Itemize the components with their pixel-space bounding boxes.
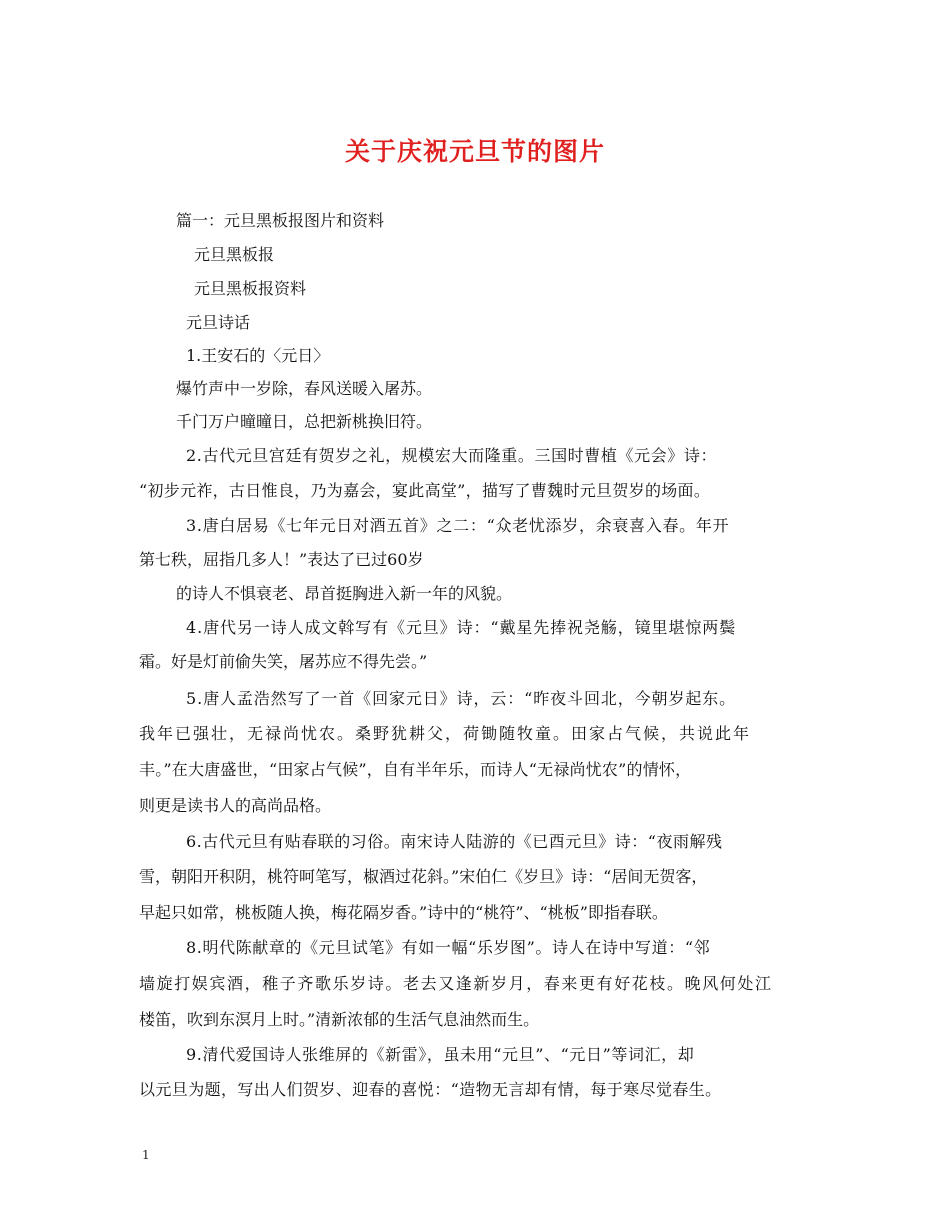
text-line: “初步元祚，古日惟良，乃为嘉会，宴此高堂”，描写了曹魏时元旦贺岁的场面。 xyxy=(139,481,711,500)
text-line: 早起只如常，桃板随人换，梅花隔岁香。”诗中的“桃符”、“桃板”即指春联。 xyxy=(139,903,668,922)
text-line: 霜。好是灯前偷失笑，屠苏应不得先尝。” xyxy=(139,652,428,671)
text-line: 1.王安石的〈元日〉 xyxy=(186,346,330,365)
text-line: 6.古代元旦有贴春联的习俗。南宋诗人陆游的《已酉元旦》诗：“夜雨解残 xyxy=(186,832,723,851)
document-title: 关于庆祝元旦节的图片 xyxy=(344,137,605,166)
text-line: 的诗人不惧衰老、昂首挺胸进入新一年的风貌。 xyxy=(176,584,513,603)
text-line: 篇一：元旦黑板报图片和资料 xyxy=(176,211,385,230)
text-line: 第七秩，屈指几多人！”表达了已过60岁 xyxy=(139,550,424,569)
page-number: 1 xyxy=(142,1148,150,1162)
text-line: 元旦诗话 xyxy=(186,313,251,332)
text-line: 丰。”在大唐盛世，“田家占气候”，自有半年乐，而诗人“无禄尚忧农”的情怀， xyxy=(139,760,692,779)
text-line: 9.清代爱国诗人张维屏的《新雷》，虽未用“元旦”、“元日”等词汇，却 xyxy=(186,1045,695,1064)
text-line: 爆竹声中一岁除，春风送暖入屠苏。 xyxy=(176,379,433,398)
text-line: 墙旋打娱宾酒，稚子齐歌乐岁诗。老去又逢新岁月，春来更有好花枝。晚风何处江 xyxy=(139,974,773,993)
text-line: 则更是读书人的高尚品格。 xyxy=(139,796,332,815)
text-line: 2.古代元旦宫廷有贺岁之礼，规模宏大而隆重。三国时曹植《元会》诗： xyxy=(186,446,718,465)
text-line: 元旦黑板报 xyxy=(194,245,275,264)
text-line: 4.唐代另一诗人成文斡写有《元旦》诗：“戴星先捧祝尧觞，镜里堪惊两鬓 xyxy=(186,618,737,637)
text-line: 雪，朝阳开积阴，桃符呵笔写，椒酒过花斜。”宋伯仁《岁旦》诗：“居间无贺客， xyxy=(139,867,708,886)
text-line: 3.唐白居易《七年元日对酒五首》之二：“众老忧添岁，余衰喜入春。年开 xyxy=(186,516,730,535)
text-line: 5.唐人孟浩然写了一首《回家元日》诗，云：“昨夜斗回北，今朝岁起东。 xyxy=(186,689,737,708)
text-line: 千门万户曈曈日，总把新桃换旧符。 xyxy=(176,412,433,431)
text-line: 楼笛，吹到东溟月上时。”清新浓郁的生活气息油然而生。 xyxy=(139,1010,540,1029)
text-line: 我年已强壮，无禄尚忧农。桑野犹耕父，荷锄随牧童。田家占气候，共说此年 xyxy=(139,724,752,743)
text-line: 元旦黑板报资料 xyxy=(194,279,307,298)
text-line: 以元旦为题，写出人们贺岁、迎春的喜悦：“造物无言却有情，每于寒尽觉春生。 xyxy=(139,1080,722,1099)
text-line: 8.明代陈献章的《元旦试笔》有如一幅“乐岁图”。诗人在诗中写道：“邻 xyxy=(186,938,711,957)
